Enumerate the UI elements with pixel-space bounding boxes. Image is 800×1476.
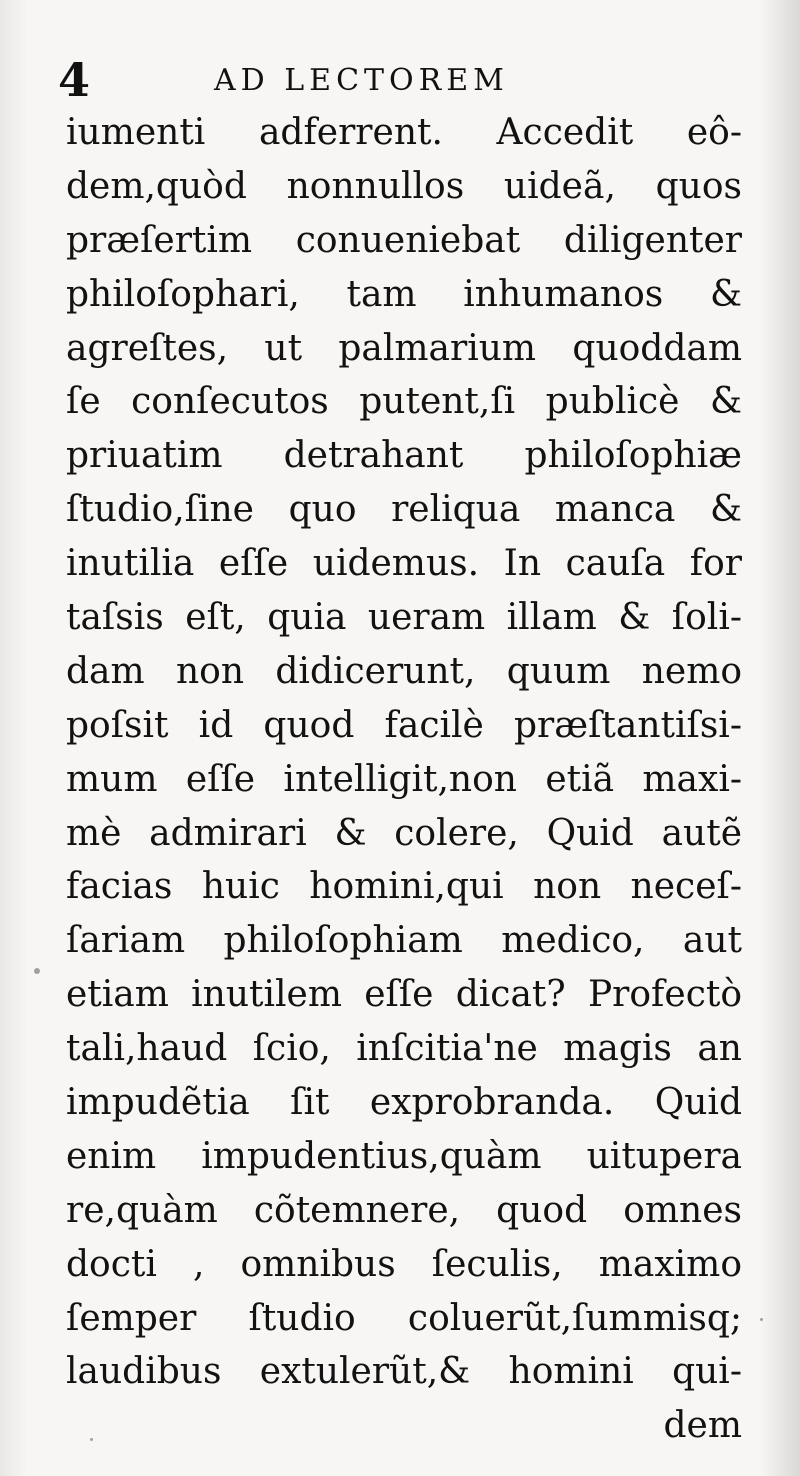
text-line: re,quàm cõtemnere, quod omnes [66,1189,742,1231]
ink-speck [760,1318,763,1321]
text-line: tali,haud ſcio, inſcitia'ne magis an [66,1028,742,1070]
text-line: etiam inutilem eſſe dicat? Profectò [66,974,742,1016]
running-head: AD LECTOREM [214,63,509,98]
text-line: priuatim detrahant philoſophiæ [66,435,742,477]
text-line: philoſophari, tam inhumanos & [66,273,742,315]
text-line: enim impudentius,quàm uitupera [66,1135,742,1177]
text-line: ſariam philoſophiam medico, aut [66,920,742,962]
text-line: mè admirari & colere, Quid autẽ [66,812,742,854]
text-line: dam non didicerunt, quum nemo [66,650,742,692]
text-line: dem [663,1405,742,1447]
text-line: mum eſſe intelligit,non etiã maxi- [66,758,742,800]
text-line: taſsis eſt, quia ueram illam & ſoli- [66,597,742,639]
text-line: præſertim conueniebat diligenter [66,219,742,261]
text-line: agreſtes, ut palmarium quoddam [66,327,742,369]
text-line: poſsit id quod facilè præſtantiſsi- [66,704,742,746]
text-line: iumenti adferrent. Accedit eô- [66,112,742,153]
text-line: inutilia eſſe uidemus. In cauſa for [66,543,742,585]
text-line: dem,quòd nonnullos uideã, quos [66,165,742,207]
text-line: ſtudio,ſine quo reliqua manca & [66,489,742,531]
scan-edge-right [760,0,800,1476]
text-line: laudibus extulerũt,& homini qui- [66,1351,742,1393]
text-line: ſe conſecutos putent,ſi publicè & [66,381,742,423]
scan-edge-left [0,0,28,1476]
text-line: docti , omnibus ſeculis, maximo [66,1243,742,1285]
body-text [66,106,742,1453]
ink-speck [34,968,40,974]
text-line: ſemper ſtudio coluerũt,ſummisq; [66,1297,742,1339]
page-header [58,50,618,110]
page-number: 4 [58,53,91,107]
text-line: impudẽtia ſit exprobranda. Quid [66,1082,742,1124]
text-line: facias huic homini,qui non neceſ- [66,866,742,908]
